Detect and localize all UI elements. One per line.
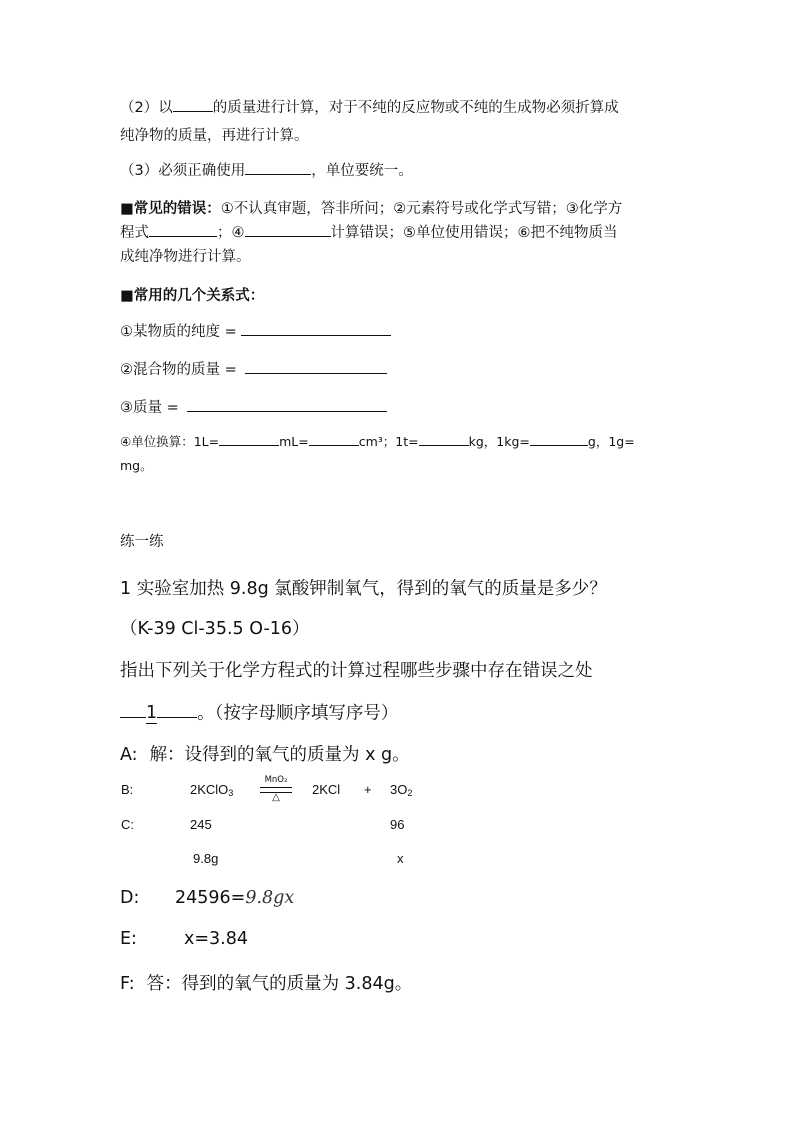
relation-purity	[120, 320, 391, 341]
rule-item-2-start: （2）以	[120, 100, 173, 116]
rule-item-2-end: 的质量进行计算，对于不纯的反应物或不纯的生成物必须折算成	[212, 100, 619, 116]
relation-mixture-label: ②混合物的质量 =	[120, 362, 237, 378]
units-text-b: mL=	[279, 434, 309, 449]
step-f	[120, 970, 412, 995]
step-c-label: C:	[121, 817, 134, 832]
molar-mass-product: 96	[390, 817, 405, 832]
step-a-label: A:	[120, 745, 138, 765]
practice-heading: 练一练	[120, 534, 164, 550]
rule-item-3	[120, 159, 413, 180]
answer-underline-right	[157, 699, 197, 718]
step-b-label: B:	[121, 782, 134, 797]
errors-line-3: 成纯净物进行计算。	[120, 249, 251, 265]
product-1: 2KCl	[312, 782, 341, 797]
product-2	[390, 782, 412, 798]
units-text-c: cm³；1t=	[358, 434, 419, 449]
practice-question: 1 实验室加热 9.8g 氯酸钾制氧气，得到的氧气的质量是多少？	[120, 579, 607, 599]
relations-heading: ■常用的几个关系式：	[120, 288, 265, 304]
practice-instruction: 指出下列关于化学方程式的计算过程哪些步骤中存在错误之处	[120, 661, 593, 681]
step-d-text: 24596=	[175, 888, 246, 908]
answer-value[interactable]: 1	[146, 703, 158, 724]
plus-sign: +	[364, 782, 372, 797]
answer-suffix: 。（按字母顺序填写序号）	[197, 703, 399, 724]
step-d-equation	[175, 888, 294, 908]
units-text-a: ④单位换算：1L=	[120, 434, 220, 449]
molar-mass-reactant: 245	[190, 817, 212, 832]
errors-line-1	[120, 197, 622, 218]
rule-item-2-line2: 纯净物的质量，再进行计算。	[120, 128, 309, 144]
errors-text-2a: 程式	[120, 225, 149, 241]
product-2-subscript: 2	[407, 787, 413, 798]
atomic-masses: （K-39 Cl-35.5 O-16）	[120, 619, 310, 639]
reactant-formula: 2KClO	[190, 782, 229, 797]
units-text-e: g，1g=	[587, 434, 635, 449]
fill-blank[interactable]	[241, 321, 391, 337]
rule-item-2	[120, 96, 619, 117]
fill-blank[interactable]	[149, 222, 217, 238]
fill-blank[interactable]	[309, 433, 359, 447]
step-f-text: 答：得到的氧气的质量为 3.84g。	[146, 974, 413, 994]
fill-blank[interactable]	[245, 359, 387, 375]
reactant-subscript: 3	[228, 787, 234, 798]
reaction-arrow	[258, 775, 294, 809]
heat-symbol: △	[272, 792, 280, 803]
errors-text-2c: 计算错误；⑤单位使用错误；⑥把不纯物质当	[330, 225, 618, 241]
step-e-label: E:	[120, 929, 137, 949]
fill-blank[interactable]	[173, 97, 213, 113]
product-2-formula: 3O	[390, 782, 408, 797]
step-a-text: 解：设得到的氧气的质量为 x g。	[149, 745, 410, 765]
relation-mass	[120, 396, 387, 417]
given-mass: 9.8g	[193, 851, 219, 866]
units-text-d: kg，1kg=	[468, 434, 530, 449]
fill-blank[interactable]	[245, 160, 311, 176]
errors-line-2	[120, 221, 618, 242]
step-a	[120, 741, 410, 766]
fill-blank[interactable]	[187, 397, 387, 413]
errors-heading: ■常见的错误：	[120, 201, 221, 217]
step-f-label: F:	[120, 974, 135, 994]
catalyst-label: MnO₂	[264, 775, 288, 785]
step-d-handwritten: 9.8gx	[245, 888, 295, 908]
relation-purity-label: ①某物质的纯度 =	[120, 324, 237, 340]
rule-item-3-end: ，单位要统一。	[311, 163, 413, 179]
relation-mass-label: ③质量 =	[120, 400, 179, 416]
relation-units	[120, 432, 635, 450]
answer-underline-left	[120, 699, 146, 718]
answer-line	[120, 699, 398, 724]
fill-blank[interactable]	[219, 433, 279, 447]
errors-text-2b: ；④	[217, 225, 245, 241]
step-d-label: D:	[120, 888, 140, 908]
unknown-variable: x	[397, 851, 404, 866]
step-e-text: x=3.84	[184, 929, 248, 949]
rule-item-3-start: （3）必须正确使用	[120, 163, 246, 179]
relation-mixture	[120, 358, 387, 379]
relation-units-line2: mg。	[120, 458, 153, 473]
fill-blank[interactable]	[245, 222, 331, 238]
errors-text-1: ①不认真审题，答非所问；②元素符号或化学式写错；③化学方	[220, 201, 623, 217]
fill-blank[interactable]	[530, 433, 588, 447]
reactant	[190, 782, 233, 798]
fill-blank[interactable]	[419, 433, 469, 447]
